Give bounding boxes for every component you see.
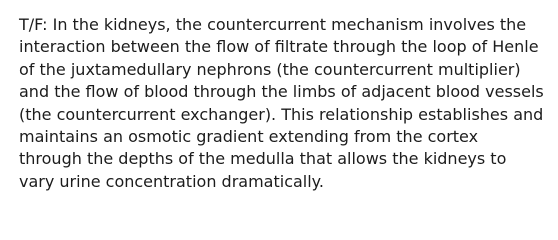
- question-text: T/F: In the kidneys, the countercurrent mechanism involves the interaction between the flow of filtrate through the loop of Henle of the juxtamedullary nephrons (the countercurrent multiplier) and the flow of blood through the limbs of adjacent blood vessels (the countercurrent exchanger). This relationship establishes and maintains an osmotic gradient extending from the cortex through the depths of the medulla that allows the kidneys to vary urine concentration dramatically.: [19, 15, 544, 191]
